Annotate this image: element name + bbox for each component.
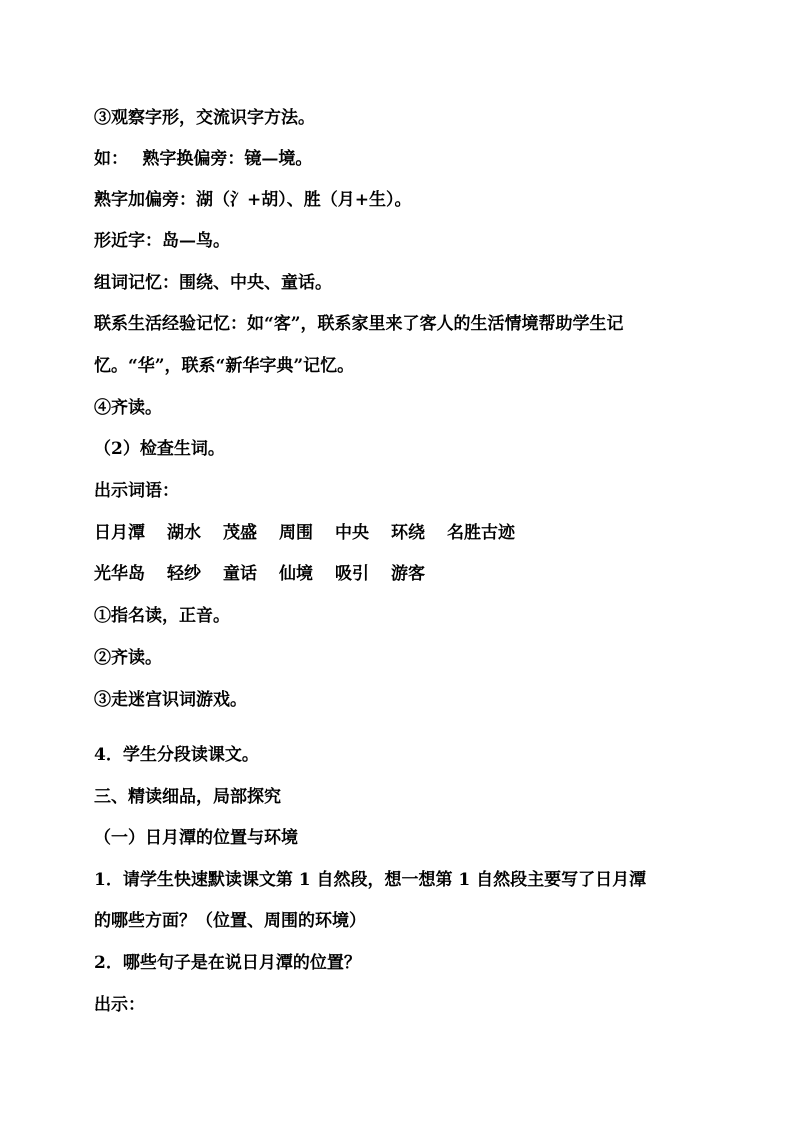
vocab-word: 轻纱 — [167, 564, 201, 584]
vocab-word: 童话 — [223, 564, 257, 584]
vocab-row-1 — [94, 522, 714, 544]
vocab-row-2 — [94, 563, 714, 585]
vocab-word: 中央 — [335, 523, 369, 543]
text-line-section-reading: 4．学生分段读课文。 — [94, 745, 259, 765]
text-line-question-1-cont: 的哪些方面？（位置、周围的环境） — [94, 911, 366, 931]
text-line-show-words: 出示词语： — [94, 481, 179, 501]
vocab-word: 光华岛 — [94, 564, 145, 584]
vocab-word: 环绕 — [391, 523, 425, 543]
vocab-word: 游客 — [391, 564, 425, 584]
vocab-word: 茂盛 — [223, 523, 257, 543]
text-line-step4-read: ④齐读。 — [94, 398, 162, 418]
text-line-show: 出示： — [94, 995, 145, 1015]
text-line-question-2: 2．哪些句子是在说日月潭的位置？ — [94, 953, 361, 973]
text-line-check-words: （2）检查生词。 — [94, 439, 225, 459]
vocab-word: 周围 — [279, 523, 313, 543]
vocab-word: 日月潭 — [94, 523, 145, 543]
subsection-heading-location: （一）日月潭的位置与环境 — [94, 828, 298, 848]
vocab-word: 名胜古迹 — [447, 523, 515, 543]
text-line-example-radical-swap: 如： 熟字换偏旁：镜—境。 — [94, 149, 313, 169]
text-line-life-experience: 联系生活经验记忆：如“客”，联系家里来了客人的生活情境帮助学生记 — [94, 314, 624, 334]
text-line-similar-chars: 形近字：岛—鸟。 — [94, 231, 230, 251]
text-line-step3-observe: ③观察字形，交流识字方法。 — [94, 108, 315, 128]
vocab-word: 吸引 — [335, 564, 369, 584]
vocab-word: 湖水 — [167, 523, 201, 543]
text-line-read-together: ②齐读。 — [94, 648, 162, 668]
text-line-word-memory: 组词记忆：围绕、中央、童话。 — [94, 273, 332, 293]
text-line-add-radical: 熟字加偏旁：湖（氵+胡）、胜（月+生）。 — [94, 190, 412, 210]
text-line-question-1: 1．请学生快速默读课文第 1 自然段，想一想第 1 自然段主要写了日月潭 — [94, 870, 647, 890]
text-line-maze-game: ③走迷宫识词游戏。 — [94, 690, 247, 710]
text-line-point-read: ①指名读，正音。 — [94, 606, 230, 626]
vocab-word: 仙境 — [279, 564, 313, 584]
text-line-life-experience-cont: 忆。“华”，联系“新华字典”记忆。 — [94, 356, 355, 376]
section-heading-close-reading: 三、精读细品，局部探究 — [94, 787, 281, 807]
